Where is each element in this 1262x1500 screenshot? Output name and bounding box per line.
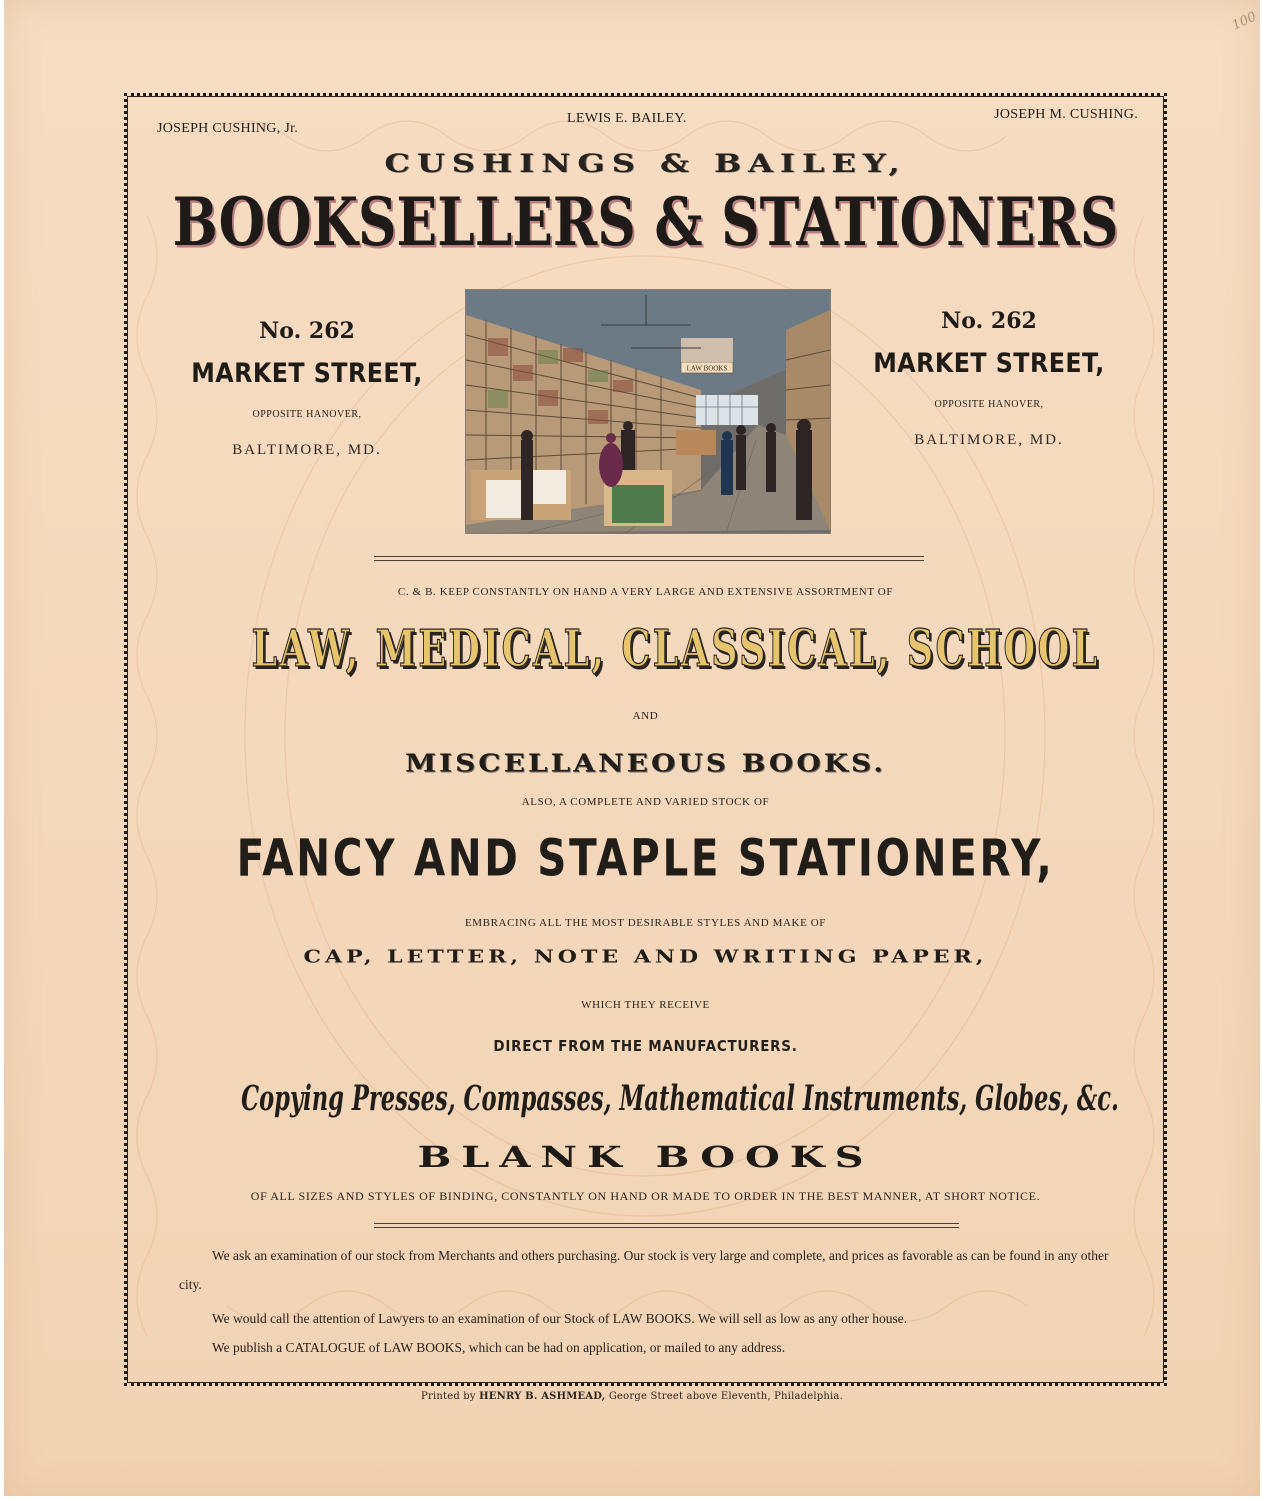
miscellaneous-books-heading: MISCELLANEOUS BOOKS. xyxy=(404,749,887,778)
trade-title: BOOKSELLERS & STATIONERS xyxy=(172,182,1119,262)
ad-border-frame xyxy=(124,93,1167,1386)
cross-street: OPPOSITE HANOVER, xyxy=(934,399,1044,410)
address-block-right xyxy=(839,308,1139,449)
partner-name-left: JOSEPH CUSHING, Jr. xyxy=(157,121,299,136)
city: BALTIMORE, MD. xyxy=(914,432,1064,448)
address-block-left xyxy=(157,318,457,459)
paragraph-catalogue: We publish a CATALOGUE of LAW BOOKS, which can be had on application, or mailed to any address. xyxy=(212,1340,786,1355)
styles-intro: EMBRACING ALL THE MOST DESIRABLE STYLES AND MAKE OF xyxy=(464,917,827,929)
paper-types-heading: CAP, LETTER, NOTE AND WRITING PAPER, xyxy=(303,946,988,968)
law-books-sign: LAW BOOKS xyxy=(686,364,728,373)
street-name: MARKET STREET, xyxy=(191,358,423,389)
receive-line: WHICH THEY RECEIVE xyxy=(581,999,710,1011)
street-name: MARKET STREET, xyxy=(873,348,1105,379)
printed-by-label: Printed by xyxy=(421,1391,476,1402)
advertisement-page xyxy=(4,0,1260,1496)
manufacturers-line: DIRECT FROM THE MANUFACTURERS. xyxy=(493,1037,798,1055)
bookstore-interior-engraving xyxy=(465,289,831,534)
instruments-heading: Copying Presses, Compasses, Mathematical Instruments, Globes, &c. xyxy=(241,1077,1119,1119)
partner-name-right: JOSEPH M. CUSHING. xyxy=(994,107,1138,122)
and-connector: AND xyxy=(632,710,659,722)
partner-names-row xyxy=(127,106,1164,136)
stationery-heading: FANCY AND STAPLE STATIONERY, xyxy=(236,828,1055,888)
assortment-intro: C. & B. KEEP CONSTANTLY ON HAND A VERY LARGE AND EXTENSIVE ASSORTMENT OF xyxy=(397,586,894,598)
paragraph-merchants: We ask an examination of our stock from Merchants and others purchasing. Our stock is very large and complete, and prices as favorable as can be found in any other city. xyxy=(179,1248,1109,1292)
printer-address: George Street above Eleventh, Philadelphia. xyxy=(608,1391,843,1402)
divider-rule-top xyxy=(374,556,924,561)
stock-intro: ALSO, A COMPLETE AND VARIED STOCK OF xyxy=(521,796,770,808)
street-number: No. 262 xyxy=(941,308,1037,334)
closing-paragraphs xyxy=(179,1241,1119,1368)
divider-rule-bottom xyxy=(374,1223,959,1228)
handwritten-page-number: 100 xyxy=(1229,9,1259,34)
city: BALTIMORE, MD. xyxy=(232,442,382,458)
partner-name-center: LEWIS E. BAILEY. xyxy=(567,111,687,126)
cross-street: OPPOSITE HANOVER, xyxy=(252,409,362,420)
binding-notice: OF ALL SIZES AND STYLES OF BINDING, CONSTANTLY ON HAND OR MADE TO ORDER IN THE BEST MANNER, AT SHORT NOTICE. xyxy=(250,1189,1041,1203)
printer-name: HENRY B. ASHMEAD, xyxy=(479,1391,606,1402)
paragraph-lawyers: We would call the attention of Lawyers to an examination of our Stock of LAW BOOKS. We will sell as low as any other house. xyxy=(212,1311,908,1326)
book-categories-heading: LAW, MEDICAL, CLASSICAL, SCHOOL xyxy=(251,619,1100,679)
blank-books-heading: BLANK BOOKS xyxy=(417,1140,874,1175)
street-number: No. 262 xyxy=(259,318,355,344)
firm-name: CUSHINGS & BAILEY, xyxy=(384,147,907,179)
printer-imprint xyxy=(4,1391,1260,1402)
